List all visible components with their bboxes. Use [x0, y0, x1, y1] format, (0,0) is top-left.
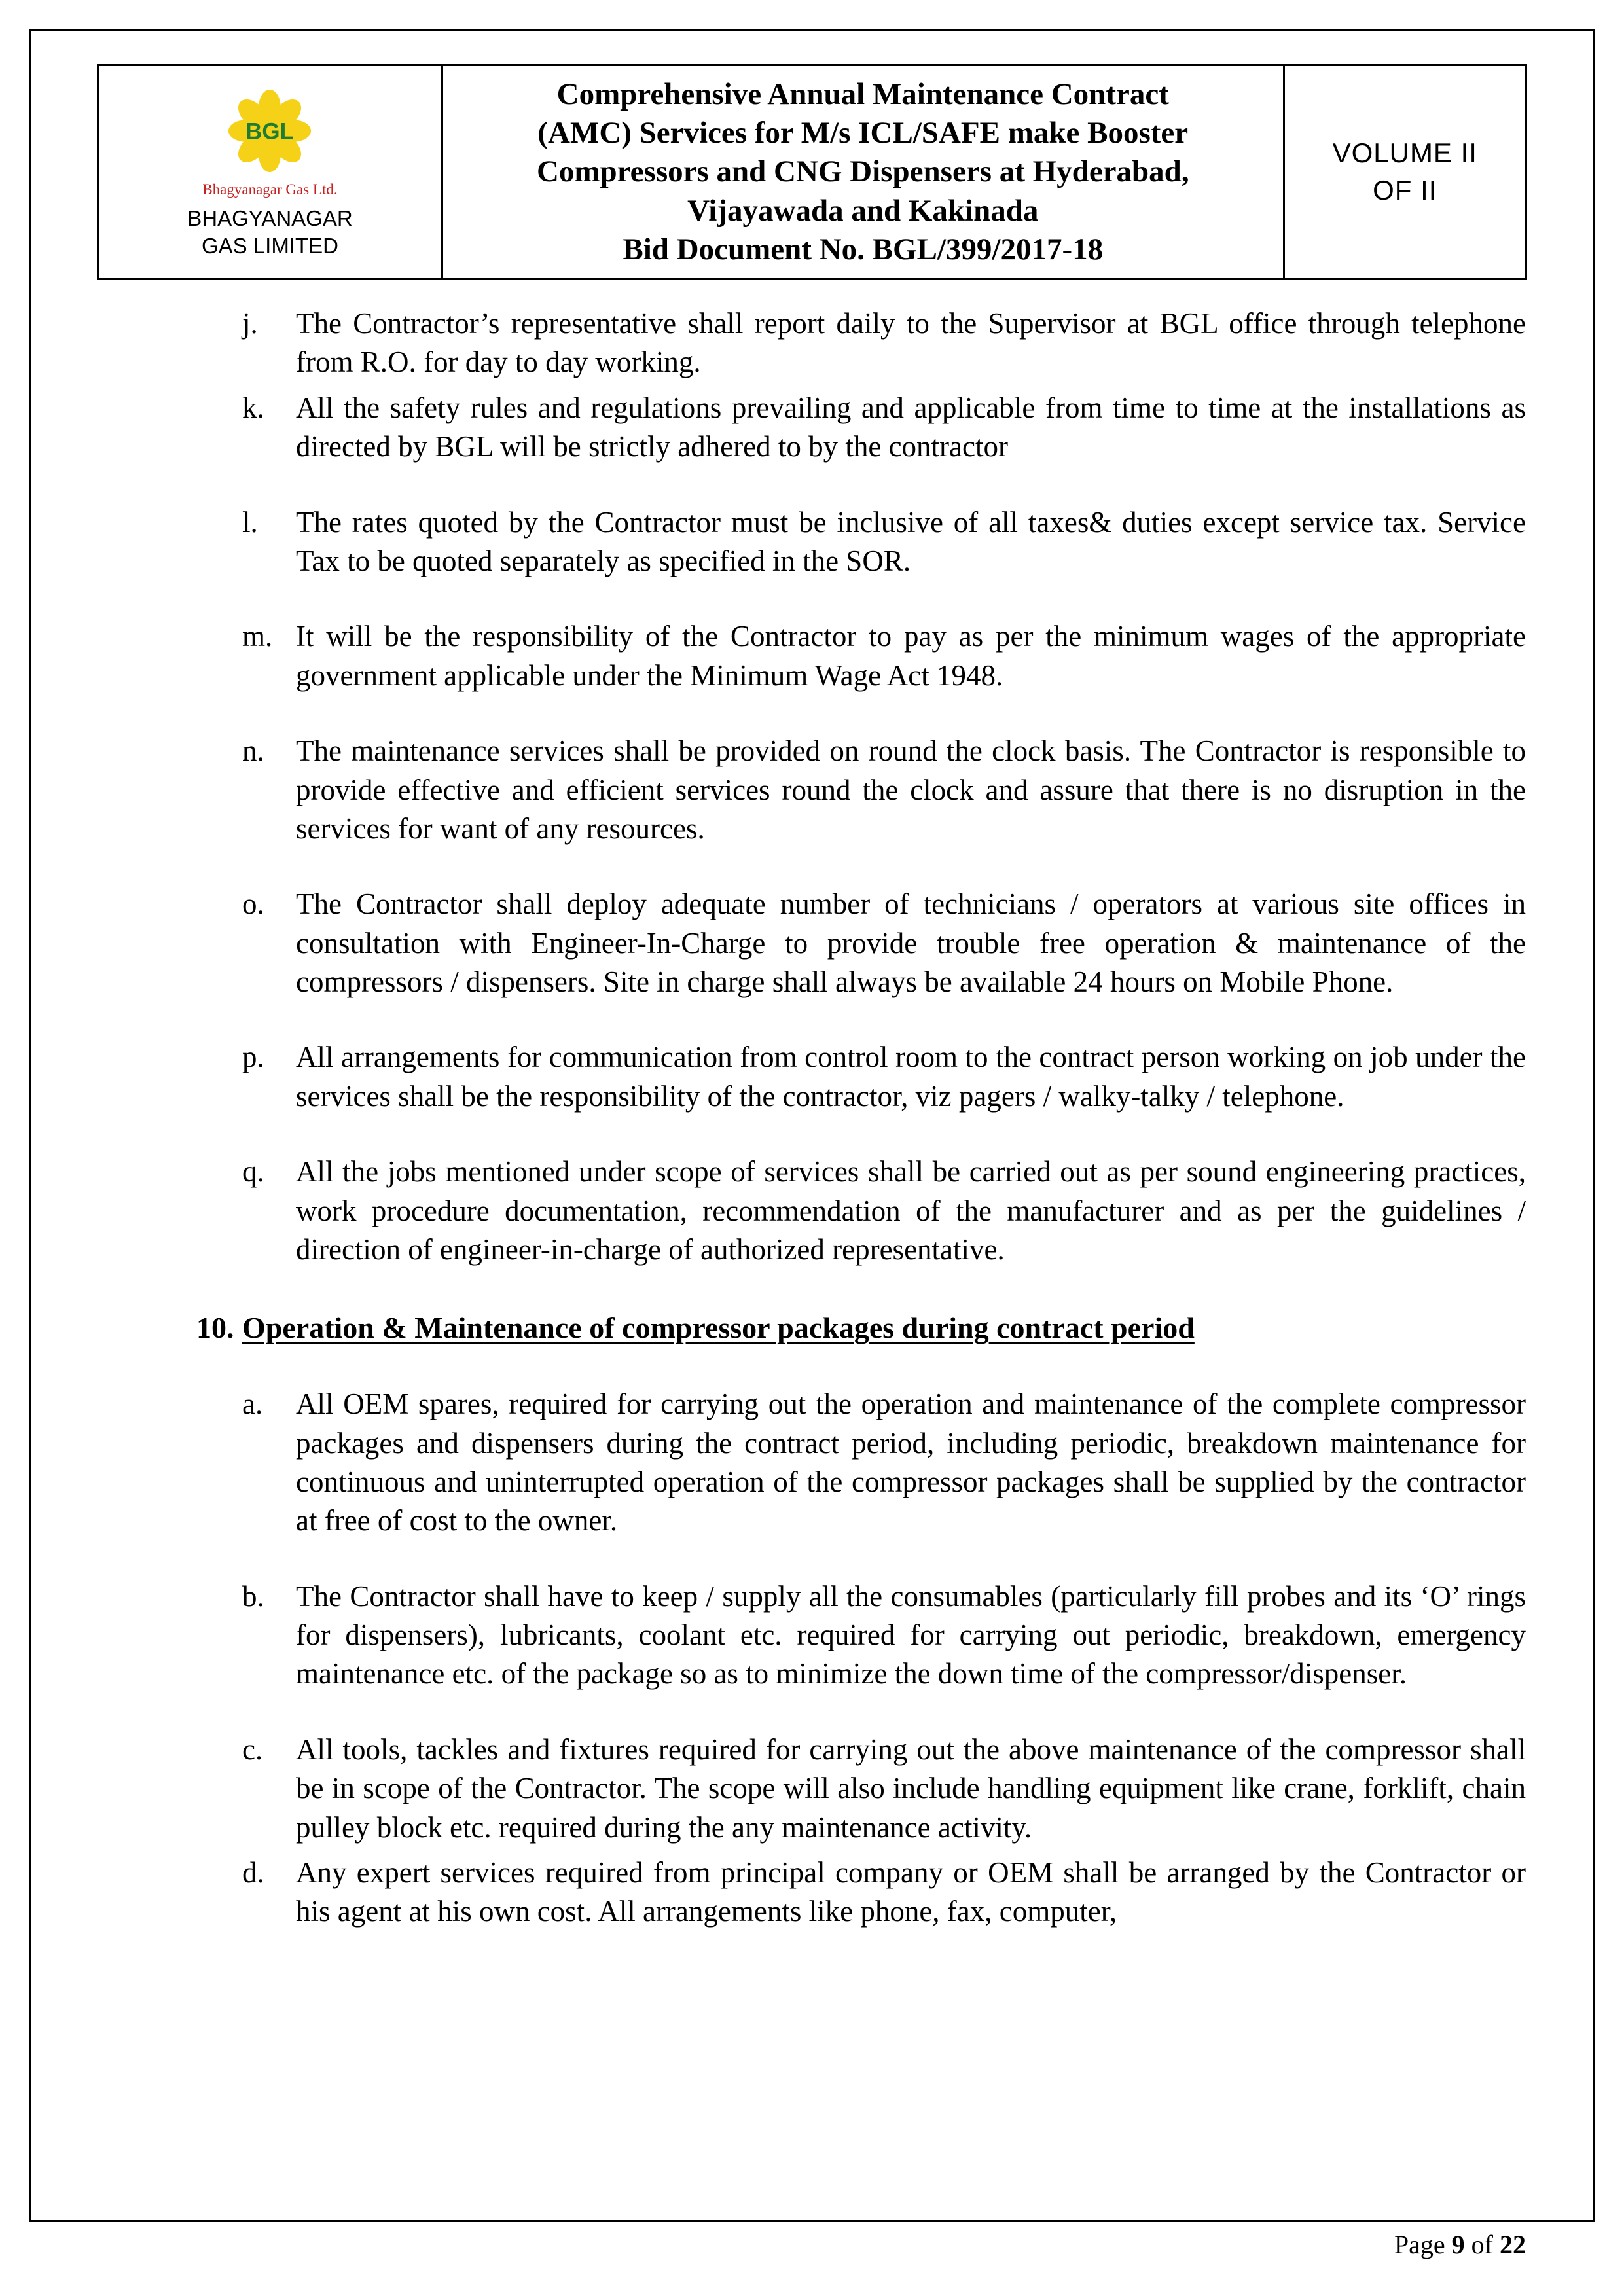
item-letter: q.: [242, 1155, 264, 1189]
section-number: 10.: [196, 1311, 234, 1345]
item-letter: a.: [242, 1388, 263, 1421]
list-item: [242, 1153, 1526, 1269]
item-text: All the safety rules and regulations prevailing and applicable from time to time at the installations as directed by BGL will be strictly adhered to by the contractor: [296, 391, 1526, 463]
lettered-list-a-d: [242, 1385, 1526, 1931]
item-letter: o.: [242, 888, 264, 921]
volume-line: OF II: [1373, 175, 1437, 206]
item-letter: n.: [242, 734, 264, 768]
list-item: [242, 1854, 1526, 1931]
list-item: [242, 1577, 1526, 1694]
item-text: All OEM spares, required for carrying out the operation and maintenance of the complete compressor packages and dispensers during the contract period, including periodic, breakdown maintenance for continuous and uninterrupted operation of the compressor packages shall be supplied by the contractor at free of cost to the owner.: [296, 1388, 1526, 1537]
company-logo-icon: [224, 85, 316, 180]
item-text: Any expert services required from principal company or OEM shall be arranged by the Contractor or his agent at his own cost. All arrangements like phone, fax, computer,: [296, 1856, 1526, 1928]
item-letter: b.: [242, 1579, 264, 1613]
page-total: 22: [1500, 2230, 1526, 2259]
item-text: The maintenance services shall be provided on round the clock basis. The Contractor is responsible to provide effective and efficient services round the clock and assure that there is no disruption in the services for want of any resources.: [296, 734, 1526, 845]
title-line: Comprehensive Annual Maintenance Contract: [556, 77, 1169, 111]
item-letter: k.: [242, 391, 264, 424]
document-header-table: [97, 64, 1527, 280]
page-number-footer: [1394, 2229, 1526, 2260]
list-item: [242, 1038, 1526, 1116]
list-item: [242, 1731, 1526, 1847]
document-title-cell: [441, 66, 1283, 278]
logo-cell: [99, 66, 441, 278]
page-body: [196, 298, 1526, 1931]
item-letter: p.: [242, 1041, 264, 1074]
item-text: It will be the responsibility of the Contractor to pay as per the minimum wages of the appropriate government applicable under the Minimum Wage Act 1948.: [296, 620, 1526, 692]
organization-name: BHAGYANAGAR GAS LIMITED: [187, 206, 353, 258]
item-text: The Contractor shall deploy adequate number of technicians / operators at various site offices in consultation with Engineer-In-Charge to provide trouble free operation & maintenance of the compressors / dispensers. Site in charge shall always be available 24 hours on Mobile Phone.: [296, 888, 1526, 999]
item-text: All the jobs mentioned under scope of services shall be carried out as per sound engineering practices, work procedure documentation, recommendation of the manufacturer and as per the guidelines / direction of engineer-in-charge of authorized representative.: [296, 1155, 1526, 1266]
item-text: The Contractor’s representative shall report daily to the Supervisor at BGL office through telephone from R.O. for day to day working.: [296, 307, 1526, 379]
list-item: [242, 617, 1526, 695]
list-item: [242, 885, 1526, 1001]
lettered-list-j-q: [242, 304, 1526, 1269]
item-letter: d.: [242, 1856, 264, 1890]
title-line: Vijayawada and Kakinada: [687, 193, 1039, 228]
item-text: All arrangements for communication from control room to the contract person working on job under the services shall be the responsibility of the contractor, viz pagers / walky-talky / telephone.: [296, 1041, 1526, 1113]
list-item: [242, 304, 1526, 382]
page-current: 9: [1451, 2230, 1465, 2259]
volume-cell: [1283, 66, 1525, 278]
volume-line: VOLUME II: [1332, 137, 1477, 169]
bid-document-number: Bid Document No. BGL/399/2017-18: [623, 232, 1104, 266]
item-letter: m.: [242, 620, 273, 653]
section-title: Operation & Maintenance of compressor packages during contract period: [242, 1311, 1195, 1345]
item-letter: c.: [242, 1732, 263, 1766]
page-of: of: [1464, 2230, 1500, 2259]
svg-text:BGL: BGL: [245, 118, 295, 145]
item-text: All tools, tackles and fixtures required for carrying out the above maintenance of the compressor shall be in scope of the Contractor. The scope will also include handling equipment like crane, forklift, chain pulley block etc. required during the any maintenance activity.: [296, 1732, 1526, 1844]
logo-caption: Bhagyanagar Gas Ltd.: [202, 181, 338, 198]
list-item: [242, 389, 1526, 467]
list-item: [242, 503, 1526, 581]
item-text: The rates quoted by the Contractor must be inclusive of all taxes& duties except service tax. Service Tax to be quoted separately as specified in the SOR.: [296, 505, 1526, 577]
title-line: Compressors and CNG Dispensers at Hyderabad,: [536, 154, 1189, 189]
title-line: (AMC) Services for M/s ICL/SAFE make Booster: [537, 116, 1189, 151]
item-letter: l.: [242, 505, 258, 539]
item-text: The Contractor shall have to keep / supply all the consumables (particularly fill probes and its ‘O’ rings for dispensers), lubricants, coolant etc. required for carrying out periodic, breakdown, emergency maintenance etc. of the package so as to minimize the down time of the compressor/dispenser.: [296, 1579, 1526, 1691]
section-heading: [196, 1308, 1526, 1348]
list-item: [242, 1385, 1526, 1541]
item-letter: j.: [242, 307, 258, 340]
page-label: Page: [1394, 2230, 1452, 2259]
list-item: [242, 732, 1526, 848]
